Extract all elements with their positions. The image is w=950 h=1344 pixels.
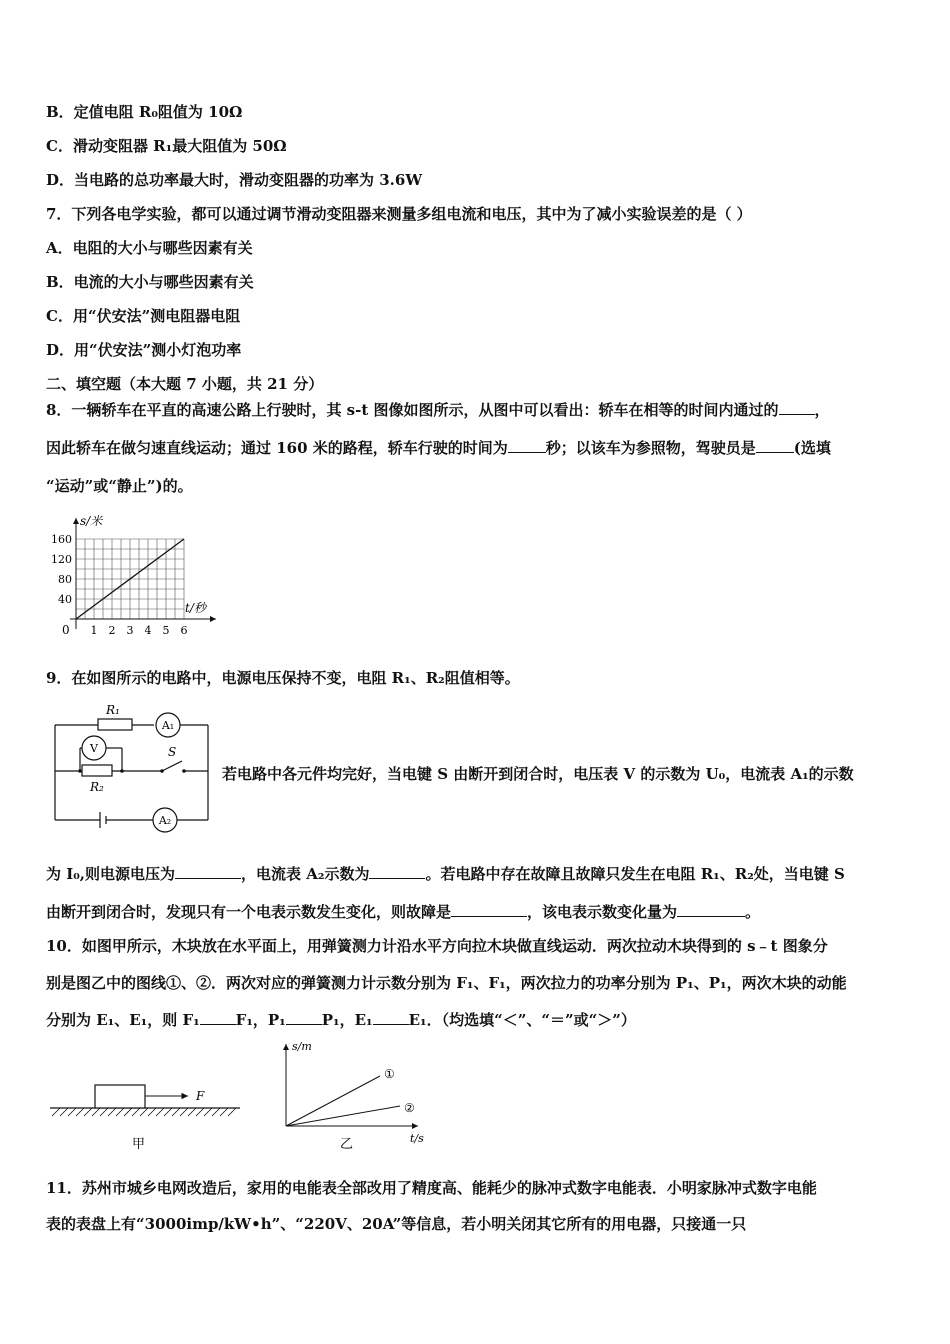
q8-blank-1[interactable] bbox=[779, 400, 815, 415]
q8-xtick: 3 bbox=[126, 624, 134, 637]
q10-text-3c: P₁，E₁ bbox=[321, 1011, 373, 1029]
q9-stem: 9．在如图所示的电路中，电源电压保持不变，电阻 R₁、R₂阻值相等。 bbox=[46, 669, 520, 687]
q9-blank-1[interactable] bbox=[175, 864, 241, 879]
q8-ytick: 40 bbox=[58, 593, 72, 606]
q9-text-3b: ，该电表示数变化量为 bbox=[527, 903, 678, 921]
q10-y-label: s/m bbox=[292, 1040, 312, 1053]
q10-wooden-block bbox=[95, 1085, 145, 1108]
q10-text-3b: F₁，P₁ bbox=[235, 1011, 286, 1029]
q10-line-1 bbox=[286, 1076, 380, 1126]
q8-text-2b: 秒；以该车为参照物，驾驶员是 bbox=[545, 439, 756, 457]
q10-line-1: 10．如图甲所示，木块放在水平面上，用弹簧测力计沿水平方向拉木块做直线运动．两次拉动木块得到的 s﹣t 图象分 bbox=[46, 937, 828, 955]
q10-caption-yi: 乙 bbox=[340, 1137, 354, 1152]
q9-text-3c: 。 bbox=[745, 903, 761, 921]
q7-option-c: C．用“伏安法”测电阻器电阻 bbox=[46, 307, 241, 325]
q10-text-3a: 分别为 E₁、E₁，则 F₁ bbox=[46, 1011, 200, 1029]
q9-s-label: S bbox=[168, 745, 177, 759]
q10-blank-1[interactable] bbox=[200, 1010, 236, 1025]
q9-r2-resistor bbox=[82, 765, 112, 776]
q10-blank-2[interactable] bbox=[286, 1010, 322, 1025]
q9-text-3a: 由断开到闭合时，发现只有一个电表示数发生变化，则故障是 bbox=[46, 903, 452, 921]
q9-line-3 bbox=[46, 902, 760, 922]
q9-r1-label: R₁ bbox=[106, 703, 120, 717]
q8-st-graph bbox=[40, 508, 230, 643]
q9-line-2 bbox=[46, 864, 845, 884]
q10-text-3d: E₁．（均选填“＜”、“＝”或“＞”） bbox=[408, 1011, 636, 1029]
q8-x-label: t/秒 bbox=[185, 601, 206, 615]
q9-side-text: 若电路中各元件均完好，当电键 S 由断开到闭合时，电压表 V 的示数为 U₀，电流表 A₁的示数 bbox=[222, 765, 854, 783]
q10-figure-yi bbox=[270, 1036, 435, 1154]
q8-line-2 bbox=[46, 438, 831, 458]
q11-line-1: 11．苏州市城乡电网改造后，家用的电能表全部改用了精度高、能耗少的脉冲式数字电能表．小明家脉冲式数字电能 bbox=[46, 1179, 817, 1197]
q10-figure-jia bbox=[44, 1078, 244, 1154]
q9-blank-2[interactable] bbox=[369, 864, 425, 879]
q8-xtick: 6 bbox=[180, 624, 188, 637]
q8-comma: ， bbox=[814, 401, 830, 419]
q8-ytick: 80 bbox=[58, 573, 72, 586]
q9-text-2b: ，电流表 A₂示数为 bbox=[241, 865, 370, 883]
q10-line-2: 别是图乙中的图线①、②．两次对应的弹簧测力计示数分别为 F₁、F₁，两次拉力的功率分别为 P₁、P₁，两次木块的动能 bbox=[46, 974, 847, 992]
q8-text-2a: 因此轿车在做匀速直线运动；通过 160 米的路程，轿车行驶的时间为 bbox=[46, 439, 508, 457]
q10-x-label: t/s bbox=[410, 1132, 424, 1145]
q8-line-3: “运动”或“静止”)的。 bbox=[46, 477, 193, 495]
q7-stem: 7．下列各电学实验，都可以通过调节滑动变阻器来测量多组电流和电压，其中为了减小实验误差的是（ ） bbox=[46, 205, 752, 223]
q9-blank-4[interactable] bbox=[677, 902, 745, 917]
q8-xtick: 1 bbox=[90, 624, 98, 637]
q10-force-label: F bbox=[196, 1089, 205, 1103]
q8-y-label: s/米 bbox=[80, 514, 103, 528]
q8-xtick: 5 bbox=[162, 624, 170, 637]
q6-option-d: D．当电路的总功率最大时，滑动变阻器的功率为 3.6W bbox=[46, 171, 423, 189]
q8-ytick: 160 bbox=[51, 533, 72, 546]
q9-r1-resistor bbox=[98, 719, 132, 730]
q8-ytick: 120 bbox=[51, 553, 72, 566]
q10-blank-3[interactable] bbox=[373, 1010, 409, 1025]
q6-option-c: C．滑动变阻器 R₁最大阻值为 50Ω bbox=[46, 137, 287, 155]
q10-line-1-label: ① bbox=[384, 1067, 395, 1081]
q9-v-label: V bbox=[90, 742, 98, 755]
q8-blank-3[interactable] bbox=[756, 438, 794, 453]
q9-text-2a: 为 I₀,则电源电压为 bbox=[46, 865, 176, 883]
q8-xtick: 4 bbox=[144, 624, 152, 637]
q9-a2-label: A₂ bbox=[158, 814, 172, 827]
q11-line-2: 表的表盘上有“3000imp/kW•h”、“220V、20A”等信息，若小明关闭其它所有的用电器，只接通一只 bbox=[46, 1215, 747, 1233]
q8-text-2c: (选填 bbox=[793, 439, 831, 457]
section-heading: 二、填空题（本大题 7 小题，共 21 分） bbox=[46, 375, 324, 393]
q9-a1-label: A₁ bbox=[161, 719, 175, 732]
q7-option-a: A．电阻的大小与哪些因素有关 bbox=[46, 239, 253, 257]
q10-line-3 bbox=[46, 1010, 636, 1030]
q8-blank-2[interactable] bbox=[508, 438, 546, 453]
q10-line-2-label: ② bbox=[404, 1101, 415, 1115]
q7-option-b: B．电流的大小与哪些因素有关 bbox=[46, 273, 254, 291]
q9-circuit-diagram bbox=[50, 698, 215, 838]
q6-option-b: B．定值电阻 R₀阻值为 10Ω bbox=[46, 103, 243, 121]
q10-caption-jia: 甲 bbox=[132, 1137, 146, 1152]
q9-switch bbox=[162, 761, 182, 771]
q7-option-d: D．用“伏安法”测小灯泡功率 bbox=[46, 341, 242, 359]
q9-r2-label: R₂ bbox=[90, 780, 104, 794]
q8-xtick: 2 bbox=[108, 624, 116, 637]
q8-text-1: 8．一辆轿车在平直的高速公路上行驶时，其 s-t 图像如图所示，从图中可以看出：轿车在相等的时间内通过的 bbox=[46, 401, 779, 419]
q8-line-1 bbox=[46, 400, 830, 420]
q9-text-2c: 。若电路中存在故障且故障只发生在电阻 R₁、R₂处，当电键 S bbox=[425, 865, 845, 883]
q9-blank-3[interactable] bbox=[451, 902, 527, 917]
q10-line-2 bbox=[286, 1106, 400, 1126]
q8-origin: 0 bbox=[62, 623, 70, 637]
